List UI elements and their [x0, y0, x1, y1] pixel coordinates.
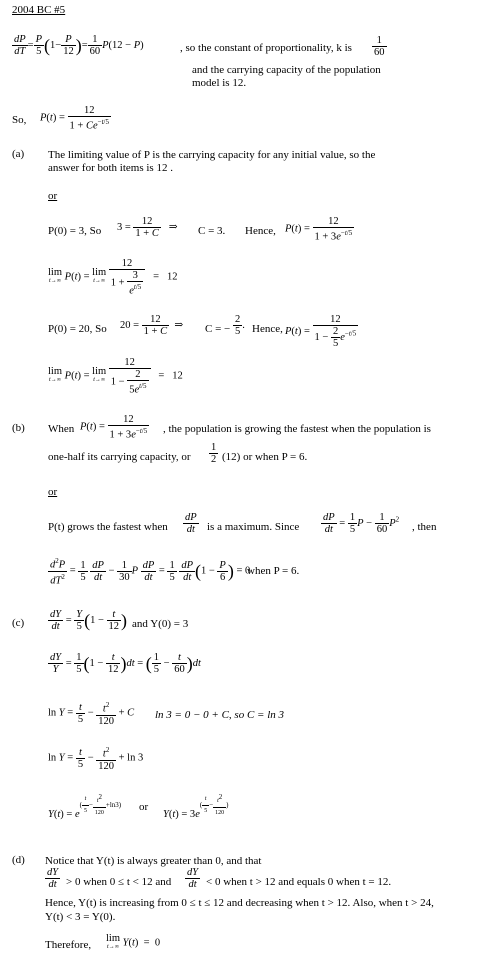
hence-equation-2: P(t) = 12 1 − $\frac{2}{5}$ $e^{-t/5}$: [285, 314, 357, 349]
half-fraction: $\frac{1}{2}$: [211, 442, 217, 465]
k-fraction: $\frac{1}{60}$: [374, 35, 385, 58]
part-c-label: (c): [12, 617, 25, 629]
part-b-text-3b: is a maximum. Since: [207, 521, 300, 533]
part-d-limit: lim t→∞ Y(t) = 0: [106, 933, 161, 950]
part-b-text-2b: (12) or when P = 6.: [222, 451, 308, 463]
part-b-equation: P(t) = $\frac{12}{1 + 3e^{-t/5}}$: [80, 414, 148, 441]
p0-3-equation: 3 = $\frac{12}{1 + C}$ ⇒: [117, 216, 178, 239]
y-solution-2: $Y(t) = 3e^{( \frac{t}{5} - \frac{t^2}{120} )}$: [163, 793, 229, 821]
part-a-line-2: answer for both items is 12 .: [48, 162, 173, 174]
part-d-dydt-2: $\frac{dY}{dt}$: [187, 867, 199, 890]
so-label: So,: [12, 114, 27, 126]
hence-label-1: Hence,: [245, 225, 276, 237]
intro-note-3: model is 12.: [192, 77, 247, 89]
part-d-label: (d): [12, 854, 25, 866]
intro-note-1: , so the constant of proportionality, k is: [180, 42, 352, 54]
ln-y-equation-2: ln Y = $\frac{t}{5}$ − $\frac{t^2}{120}$ + ln 3: [48, 746, 144, 772]
part-d-line-4: Y(t) < 3 = Y(0).: [45, 911, 116, 923]
problem-title: 2004 BC #5: [12, 4, 66, 16]
dpdt-equation: $\frac{dP}{dt}$ = $\frac{1}{5}$ P − $\frac{1}{60}$ $P^2$: [323, 512, 400, 535]
solution-equation: P(t) = $\frac{12}{1 + Ce^{-t/5}}$: [40, 105, 109, 132]
second-derivative: $\frac{d^2P}{dT^2}$ = $\frac{1}{5}$ $\frac{dP}{dt}$ − $\frac{1}{30}$ P $\frac{dP}{dt}$ = $\frac{1}{5}$ $\frac{dP}{dt}$ (1 − $\frac{P}{6}$ ) = 0: [50, 557, 251, 586]
part-d-therefore: Therefore,: [45, 939, 92, 951]
part-d-line-3: Hence, Y(t) is increasing from 0 ≤ t ≤ 12 and decreasing when t > 12. Also, when t > 24,: [45, 897, 434, 909]
ln-y-equation-1: ln Y = $\frac{t}{5}$ − $\frac{t^2}{120}$ + C: [48, 701, 135, 727]
p0-3-c: C = 3.: [198, 225, 226, 237]
part-d-line-2a: > 0 when 0 ≤ t < 12 and: [66, 876, 172, 888]
part-b-when-2: when P = 6.: [247, 565, 300, 577]
p0-20-c-fraction: $\frac{2}{5}$ .: [235, 314, 245, 337]
part-b-text-3a: P(t) grows the fastest when: [48, 521, 168, 533]
part-c-or: or: [139, 801, 149, 813]
part-d-dydt-1: $\frac{dY}{dt}$: [47, 867, 59, 890]
part-b-label: (b): [12, 422, 25, 434]
part-a-or: or: [48, 190, 58, 202]
part-a-line-1: The limiting value of P is the carrying capacity for any initial value, so the: [48, 149, 376, 161]
part-a-label: (a): [12, 148, 25, 160]
intro-equation: $\frac{dP}{dT}$ = $\frac{P}{5}$ (1− $\frac{P}{12}$ )= $\frac{1}{60}$ P(12 − P): [14, 34, 144, 57]
part-d-line-2b: < 0 when t > 12 and equals 0 when t = 12.: [206, 876, 392, 888]
part-b-text-2a: one-half its carrying capacity, or: [48, 451, 191, 463]
p0-20-text: P(0) = 20, So: [48, 323, 107, 335]
hence-label-2: Hence,: [252, 323, 283, 335]
ln3-constant: ln 3 = 0 − 0 + C, so C = ln 3: [155, 709, 285, 721]
hence-equation-1: P(t) = $\frac{12}{1 + 3e^{-t/5}}$: [285, 216, 353, 243]
part-b-when: When: [48, 423, 75, 435]
dpdt-fraction: $\frac{dP}{dt}$: [185, 512, 197, 535]
p0-20-equation: 20 = $\frac{12}{1 + C}$ ⇒: [120, 314, 184, 337]
p0-20-c: C = −: [205, 323, 231, 335]
dy-dt-equation: $\frac{dY}{dt}$ = $\frac{Y}{5}$ (1 − $\frac{t}{12}$ ): [50, 609, 128, 632]
intro-note-2: and the carrying capacity of the population: [192, 64, 381, 76]
part-d-line-1: Notice that Y(t) is always greater than 0, and that: [45, 855, 262, 867]
p0-3-text: P(0) = 3, So: [48, 225, 102, 237]
separated-equation: $\frac{dY}{Y}$ = $\frac{1}{5}$ (1 − $\frac{t}{12}$ )dt = ( $\frac{1}{5}$ − $\frac{t}{60}$ )dt: [50, 652, 201, 675]
part-b-or: or: [48, 486, 58, 498]
part-b-then: , then: [412, 521, 437, 533]
limit-2: lim t→∞ P(t) = lim t→∞ 12 1 − $\frac{2}{5e^{t/5}}$ = 12: [48, 357, 183, 396]
part-b-text-1: , the population is growing the fastest when the population is: [163, 423, 431, 435]
part-c-and: and Y(0) = 3: [132, 618, 189, 630]
limit-1: lim t→∞ P(t) = lim t→∞ 12 1 + $\frac{3}{e^{t/5}}$ = 12: [48, 258, 178, 297]
y-solution-1: $Y(t) = e^{( \frac{t}{5} - \frac{t^2}{120} +ln3)}$: [48, 793, 122, 821]
